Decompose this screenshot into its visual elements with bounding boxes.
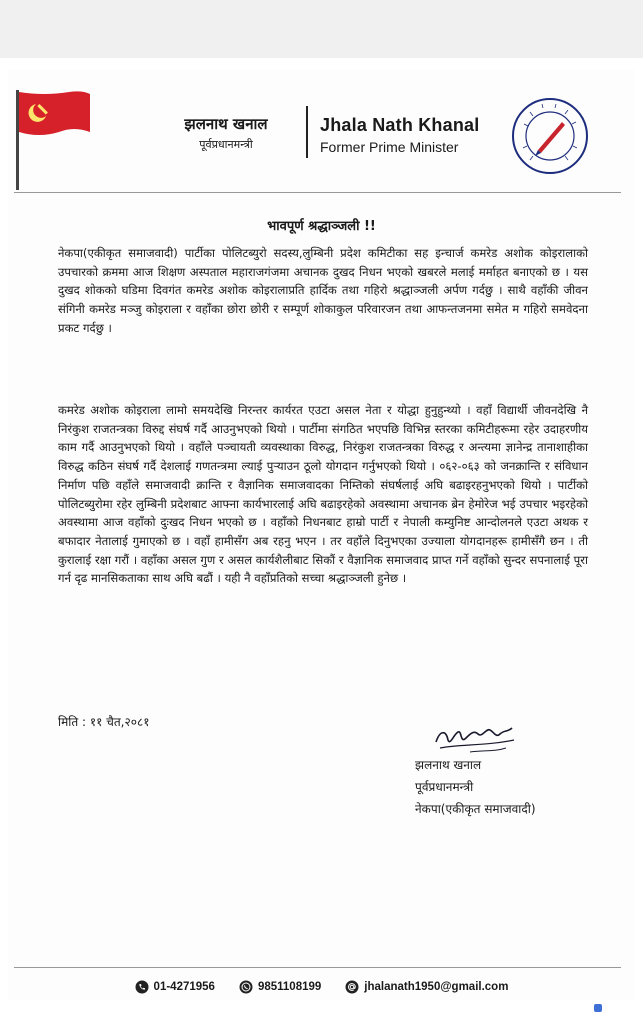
footer-mobile-text: 9851108199 <box>257 981 322 993</box>
signatory-name: झलनाथ खनाल <box>415 758 482 772</box>
app-top-bar <box>0 0 643 58</box>
phone-icon <box>135 980 149 994</box>
footer-phone-text: 01-4271956 <box>153 981 215 993</box>
scanner-watermark <box>594 1004 632 1020</box>
handwritten-signature <box>430 716 520 760</box>
document-date: मिति : ११ चैत,२०८१ <box>58 715 150 729</box>
signatory-party: नेकपा(एकीकृत समाजवादी) <box>415 802 536 816</box>
document-title: भावपूर्ण श्रद्धाञ्जली !! <box>267 219 376 234</box>
footer-email-text: jhalanath1950@gmail.com <box>364 981 509 993</box>
whatsapp-icon <box>239 980 253 994</box>
hammer-sickle-flag-icon <box>14 86 92 190</box>
footer-mobile <box>239 980 321 994</box>
header-title-nepali: पूर्वप्रधानमन्त्री <box>199 138 253 151</box>
header-title-english: Former Prime Minister <box>320 139 459 155</box>
header-name-nepali: झलनाथ खनाल <box>184 115 268 133</box>
paragraph-condolence: नेकपा(एकीकृत समाजवादी) पार्टीका पोलिटब्युरो सदस्य,लुम्बिनी प्रदेश कमिटीका सह इन्चार्ज कमरेड अशोक कोइरालाको उपचारको क्रममा आज शिक्षण अस्पताल महाराजगंजमा अचानक दुखद निधन भएको खबरले मलाई मर्माहत बनाएको छ । यस दुखद शोकको घडिमा दिवगंत कमरेड अशोक कोइरालाप्रति हार्दिक तथा गहिरो श्रद्धाञ्जली अर्पण गर्दछु । साथै वहाँकी जीवन संगिनी कमरेड मञ्जु कोइराला र वहाँका छोरा छोरी र सम्पूर्ण शोकाकुल परिवारजन तथा आफन्तजनमा समेत म गहिरो समवेदना प्रकट गर्दछु । <box>58 246 588 335</box>
contact-footer <box>0 976 643 998</box>
header-divider <box>306 106 308 158</box>
paragraph-tribute: कमरेड अशोक कोइराला लामो समयदेखि निरन्तर कार्यरत एउटा असल नेता र योद्धा हुनुहुन्थ्यो । वहाँ विद्यार्थी जीवनदेखि नै निरंकुश राजतन्त्रका विरुद्द संघर्ष गर्दै आउनुभएको थियो । पार्टीमा संगठित भएपछि विभिन्न स्तरका कमिटीहरूमा रहेर उदाहरणीय काम गर्दै आउनुभएको थियो । वहाँले पञ्चायती व्यवस्थाका विरुद्ध, निरंकुश राजतन्त्रका विरुद्ध र अन्त्यमा ज्ञानेन्द्र तानाशाहीका विरुद्ध कठिन संघर्ष गर्दै देशलाई गणतन्त्रमा ल्याई पुऱ्याउन ठूलो योगदान गर्नुभएको थियो । ०६२-०६३ को जनक्रान्ति र संविधान निर्माण पछि वहाँले समाजवादी क्रान्ति र वैज्ञानिक समाजवादका निम्तिको संघर्षलाई अघि बढाइरहनुभएको थियो । पार्टीको पोलिटब्युरोमा रहेर लुम्बिनी प्रदेशबाट आफ्ना कार्यभारलाई अघि बढाइरहेको अवस्थामा अचानक ब्रेन हेमोरेज भई उपचार भइरहेको अवस्थामा आज वहाँको दुःखद निधन भएको छ । वहाँको निधनबाट हाम्रो पार्टी र नेपाली कम्युनिष्ट आन्दोलनले एउटा अथक र बफादार नेतालाई गुमाएको छ । वहाँ हामीसँग अब रहनु भएन । तर वहाँले दिनुभएका उज्याला योगदानहरू हामीसँगै छन । ती कुरालाई रक्षा गरौं । वहाँका असल गुण र असल कार्यशैलीबाट सिकौं र वैज्ञानिक समाजवाद प्राप्त गर्ने वहाँको सुन्दर सपनालाई पूरा गर्न दृढ मानसिकताका साथ अघि बढौं । यही नै वहाँप्रतिको सच्चा श्रद्धाञ्जली हुनेछ । <box>58 403 588 586</box>
footer-phone <box>135 980 215 994</box>
header-rule <box>14 192 621 193</box>
pen-seal-icon <box>510 96 590 176</box>
signatory-title: पूर्वप्रधानमन्त्री <box>415 780 474 794</box>
email-at-icon <box>345 980 359 994</box>
scanner-logo-icon <box>594 1004 602 1012</box>
footer-rule <box>14 967 621 968</box>
header-name-english: Jhala Nath Khanal <box>320 115 480 135</box>
footer-email <box>345 980 508 994</box>
